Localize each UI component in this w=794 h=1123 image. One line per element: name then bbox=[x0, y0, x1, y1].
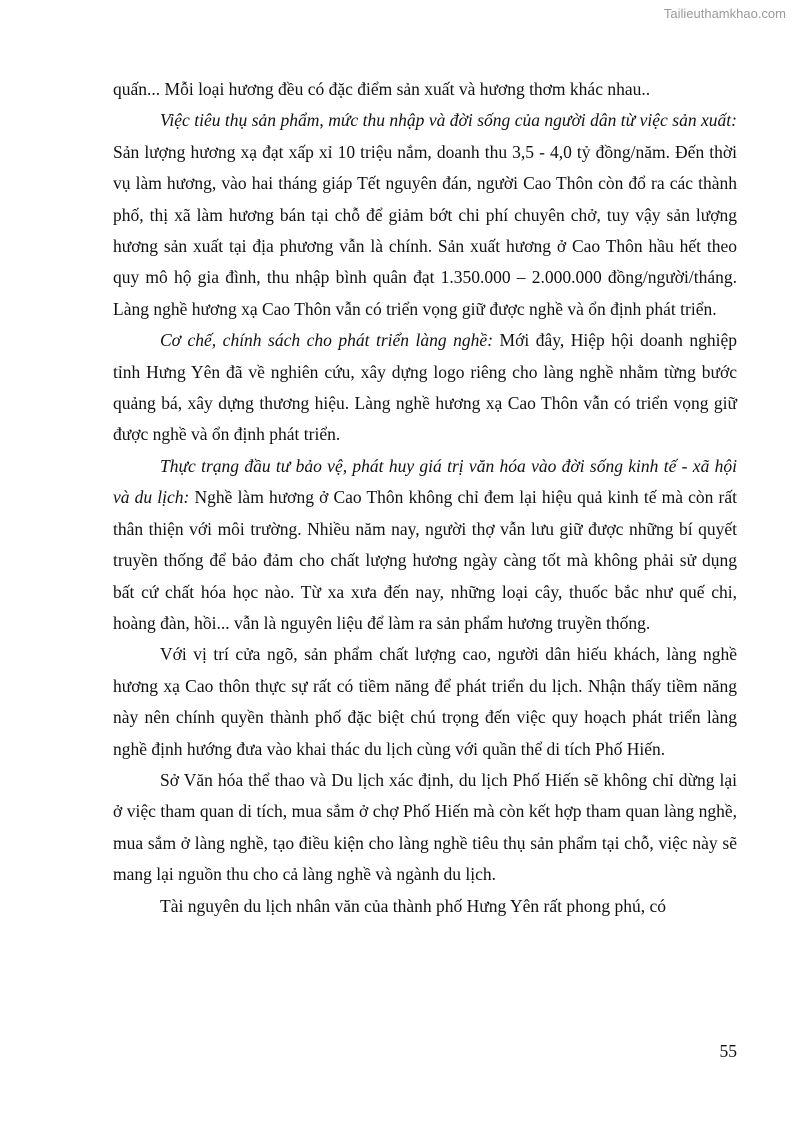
paragraph-text: Nghề làm hương ở Cao Thôn không chỉ đem lại hiệu quả kinh tế mà còn rất thân thiện với môi trường. Nhiều năm nay, người thợ vẫn lưu giữ được những bí quyết truyền thống để bảo đảm cho chất lượng hương ngày càng tốt mà không phải sử dụng bất cứ chất hóa học nào. Từ xa xưa đến nay, những loại cây, thuốc bắc như quế chi, hoàng đàn, hồi... vẫn là nguyên liệu để làm ra sản phẩm hương truyền thống. bbox=[113, 487, 737, 633]
paragraph-text: Sở Văn hóa thể thao và Du lịch xác định, du lịch Phố Hiến sẽ không chỉ dừng lại ở việc tham quan di tích, mua sắm ở chợ Phố Hiến mà còn kết hợp tham quan làng nghề, mua sắm ở làng nghề, tạo điều kiện cho làng nghề tiêu thụ sản phẩm tại chỗ, việc này sẽ mang lại nguồn thu cho cả làng nghề và ngành du lịch. bbox=[113, 769, 737, 885]
paragraph-7 bbox=[113, 891, 737, 922]
paragraph-1 bbox=[113, 74, 737, 105]
paragraph-lead: Việc tiêu thụ sản phẩm, mức thu nhập và đời sống của người dân từ việc sản xuất: bbox=[160, 110, 737, 131]
paragraph-text: Tài nguyên du lịch nhân văn của thành phố Hưng Yên rất phong phú, có bbox=[160, 895, 667, 916]
paragraph-lead: Cơ chế, chính sách cho phát triển làng nghề: bbox=[160, 330, 494, 351]
watermark: Tailieuthamkhao.com bbox=[663, 6, 786, 21]
paragraph-lead: Thực trạng đầu tư bảo vệ, phát huy giá trị văn hóa vào đời sống kinh tế - xã hội và du lịch: bbox=[113, 455, 737, 508]
paragraph-4 bbox=[113, 451, 737, 639]
paragraph-2 bbox=[113, 105, 737, 325]
page-number: 55 bbox=[719, 1041, 737, 1061]
paragraph-text: quấn... Mỗi loại hương đều có đặc điểm sản xuất và hương thơm khác nhau.. bbox=[113, 79, 651, 99]
paragraph-text: Với vị trí cửa ngõ, sản phẩm chất lượng cao, người dân hiếu khách, làng nghề hương xạ Cao thôn thực sự rất có tiềm năng để phát triển du lịch. Nhận thấy tiềm năng này nên chính quyền thành phố đặc biệt chú trọng đến việc quy hoạch phát triển làng nghề định hướng đưa vào khai thác du lịch cùng với quần thể di tích Phố Hiến. bbox=[113, 644, 737, 759]
paragraph-3 bbox=[113, 325, 737, 451]
paragraph-6 bbox=[113, 765, 737, 891]
paragraph-text: Mới đây, Hiệp hội doanh nghiệp tỉnh Hưng Yên đã về nghiên cứu, xây dựng logo riêng cho làng nghề nhằm từng bước quảng bá, xây dựng thương hiệu. Làng nghề hương xạ Cao Thôn vẫn có triển vọng giữ được nghề và ổn định phát triển. bbox=[113, 330, 737, 445]
paragraph-5 bbox=[113, 639, 737, 765]
page-body bbox=[113, 74, 737, 922]
paragraph-text: Sản lượng hương xạ đạt xấp xỉ 10 triệu nắm, doanh thu 3,5 - 4,0 tỷ đồng/năm. Đến thời vụ làm hương, vào hai tháng giáp Tết nguyên đán, người Cao Thôn còn đổ ra các thành phố, thị xã làm hương bán tại chỗ để giảm bớt chi phí chuyên chở, tuy vậy sản lượng hương sản xuất tại địa phương vẫn là chính. Sản xuất hương ở Cao Thôn hầu hết theo quy mô hộ gia đình, thu nhập bình quân đạt 1.350.000 – 2.000.000 đồng/người/tháng. Làng nghề hương xạ Cao Thôn vẫn có triển vọng giữ được nghề và ổn định phát triển. bbox=[113, 141, 737, 319]
